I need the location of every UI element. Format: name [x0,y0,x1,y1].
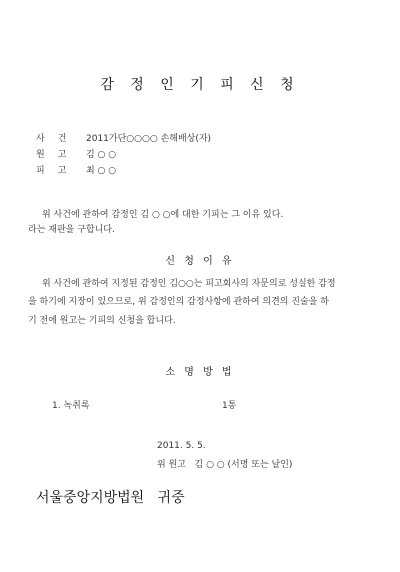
plaintiff-label: 원고 [36,150,80,160]
reason-line-2: 을 하기에 지장이 있으므로, 위 감정인의 감정사항에 관하여 의견의 진술을 하 [28,297,329,307]
petition-line-2: 라는 재판을 구합니다. [28,225,115,235]
case-value: 2011가단○○○○ 손해배상(자) [86,134,212,144]
reason-line-3: 기 전에 원고는 기피의 신청을 합니다. [28,316,176,326]
evidence-copies: 1통 [222,401,237,411]
defendant-row [36,163,116,176]
case-number-row [36,131,211,144]
plaintiff-row [36,147,116,160]
defendant-value: 최 ○ ○ [86,166,117,176]
reason-line-1: 위 사건에 관하여 지정된 감정인 김○○는 피고회사의 자문의로 성실한 감정 [42,279,336,289]
defendant-label: 피고 [36,166,80,176]
signature-line: 위 원고 김 ○ ○ (서명 또는 날인) [157,460,293,470]
filing-date: 2011. 5. 5. [157,441,206,451]
plaintiff-value: 김 ○ ○ [86,150,117,160]
evidence-item: 1. 녹취록 [52,401,90,411]
case-label: 사건 [36,134,80,144]
petition-line-1: 위 사건에 관하여 감정인 김 ○ ○에 대한 기피는 그 이유 있다. [42,210,284,220]
document-title: 감 정 인 기 피 신 청 [100,77,300,93]
reason-heading: 신 청 이 유 [165,256,235,267]
court-addressee: 서울중앙지방법원 귀중 [36,490,185,506]
evidence-heading: 소 명 방 법 [165,367,235,378]
